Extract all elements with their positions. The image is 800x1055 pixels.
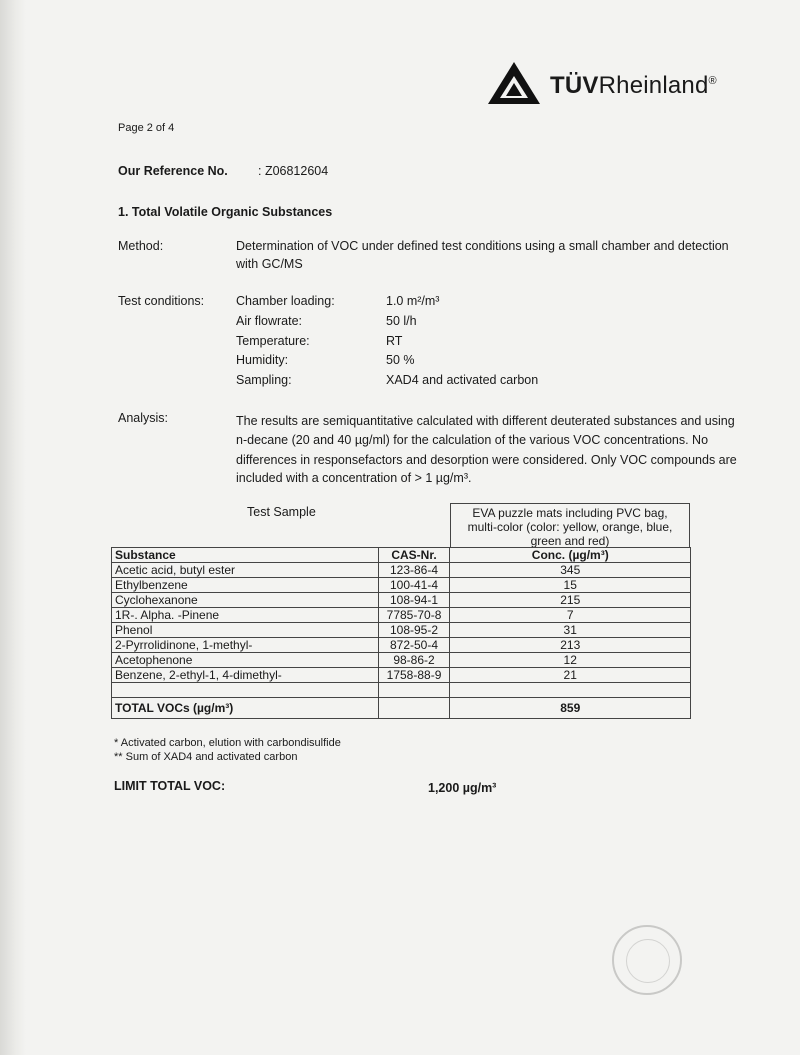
cas-cell: 108-95-2 bbox=[378, 623, 450, 638]
analysis-line: n-decane (20 and 40 µg/ml) for the calculation of the various VOC concentrations. No bbox=[236, 433, 709, 447]
analysis-line: differences in responsefactors and desorption were considered. Only VOC compounds are bbox=[236, 453, 737, 467]
substance-cell: 1R-. Alpha. -Pinene bbox=[112, 608, 379, 623]
column-header-cas: CAS-Nr. bbox=[378, 548, 450, 563]
page-fold-shadow bbox=[0, 0, 26, 1055]
limit-label: LIMIT TOTAL VOC: bbox=[114, 779, 226, 793]
cas-cell: 100-41-4 bbox=[378, 578, 450, 593]
condition-value: XAD4 and activated carbon bbox=[386, 373, 539, 387]
conc-cell: 7 bbox=[450, 608, 691, 623]
empty-cell bbox=[450, 683, 691, 698]
substance-cell: Ethylbenzene bbox=[112, 578, 379, 593]
column-header-conc: Conc. (µg/m³) bbox=[450, 548, 691, 563]
total-value: 859 bbox=[450, 698, 691, 719]
table-row bbox=[112, 593, 691, 608]
cas-cell: 7785-70-8 bbox=[378, 608, 450, 623]
table-row bbox=[112, 608, 691, 623]
sample-description-line: green and red) bbox=[530, 534, 610, 548]
substance-cell: 2-Pyrrolidinone, 1-methyl- bbox=[112, 638, 379, 653]
cas-cell: 872-50-4 bbox=[378, 638, 450, 653]
cas-cell: 98-86-2 bbox=[378, 653, 450, 668]
empty-row bbox=[112, 683, 691, 698]
cas-cell: 123-86-4 bbox=[378, 563, 450, 578]
voc-results-table bbox=[111, 547, 691, 719]
condition-name: Air flowrate: bbox=[236, 314, 302, 328]
condition-value: 50 % bbox=[386, 353, 415, 367]
page-number: Page 2 of 4 bbox=[118, 122, 175, 134]
condition-value: 1.0 m²/m³ bbox=[386, 294, 440, 308]
empty-cell bbox=[378, 698, 450, 719]
condition-name: Chamber loading: bbox=[236, 294, 335, 308]
section-title: 1. Total Volatile Organic Substances bbox=[118, 205, 333, 219]
table-row bbox=[112, 623, 691, 638]
condition-value: RT bbox=[386, 334, 403, 348]
conc-cell: 12 bbox=[450, 653, 691, 668]
empty-cell bbox=[378, 683, 450, 698]
condition-name: Humidity: bbox=[236, 353, 289, 367]
conc-cell: 31 bbox=[450, 623, 691, 638]
test-conditions-label: Test conditions: bbox=[118, 294, 205, 308]
substance-cell: Acetic acid, butyl ester bbox=[112, 563, 379, 578]
method-label: Method: bbox=[118, 239, 164, 253]
column-header-substance: Substance bbox=[112, 548, 379, 563]
conc-cell: 345 bbox=[450, 563, 691, 578]
condition-name: Temperature: bbox=[236, 334, 310, 348]
cas-cell: 1758-88-9 bbox=[378, 668, 450, 683]
condition-value: 50 l/h bbox=[386, 314, 417, 328]
table-row bbox=[112, 653, 691, 668]
table-row bbox=[112, 668, 691, 683]
total-row bbox=[112, 698, 691, 719]
reference-label: Our Reference No. bbox=[118, 164, 228, 178]
faint-stamp-seal bbox=[612, 925, 682, 995]
conc-cell: 15 bbox=[450, 578, 691, 593]
conc-cell: 21 bbox=[450, 668, 691, 683]
analysis-line: included with a concentration of > 1 µg/m³. bbox=[236, 471, 472, 485]
conc-cell: 215 bbox=[450, 593, 691, 608]
reference-value: : Z06812604 bbox=[258, 164, 329, 178]
substance-cell: Acetophenone bbox=[112, 653, 379, 668]
limit-value: 1,200 µg/m³ bbox=[428, 781, 497, 795]
total-label: TOTAL VOCs (µg/m³) bbox=[112, 698, 379, 719]
table-row bbox=[112, 638, 691, 653]
analysis-line: The results are semiquantitative calculated with different deuterated substances and using bbox=[236, 414, 735, 428]
sample-description-line: EVA puzzle mats including PVC bag, bbox=[472, 506, 668, 520]
test-sample-label: Test Sample bbox=[247, 505, 316, 519]
brand-name: TÜVRheinland® bbox=[550, 72, 717, 99]
sample-description-cell bbox=[450, 503, 690, 547]
tuv-triangle-icon bbox=[488, 60, 544, 106]
footnote: * Activated carbon, elution with carbondisulfide bbox=[114, 737, 341, 749]
substance-cell: Cyclohexanone bbox=[112, 593, 379, 608]
analysis-label: Analysis: bbox=[118, 411, 169, 425]
cas-cell: 108-94-1 bbox=[378, 593, 450, 608]
method-text-line-2: with GC/MS bbox=[236, 257, 303, 271]
footnote: ** Sum of XAD4 and activated carbon bbox=[114, 751, 298, 763]
sample-description-line: multi-color (color: yellow, orange, blue, bbox=[467, 520, 673, 534]
empty-cell bbox=[112, 683, 379, 698]
substance-cell: Benzene, 2-ethyl-1, 4-dimethyl- bbox=[112, 668, 379, 683]
condition-name: Sampling: bbox=[236, 373, 292, 387]
table-row bbox=[112, 578, 691, 593]
table-header-row bbox=[112, 548, 691, 563]
conc-cell: 213 bbox=[450, 638, 691, 653]
method-text-line-1: Determination of VOC under defined test conditions using a small chamber and detection bbox=[236, 239, 729, 253]
table-row bbox=[112, 563, 691, 578]
substance-cell: Phenol bbox=[112, 623, 379, 638]
